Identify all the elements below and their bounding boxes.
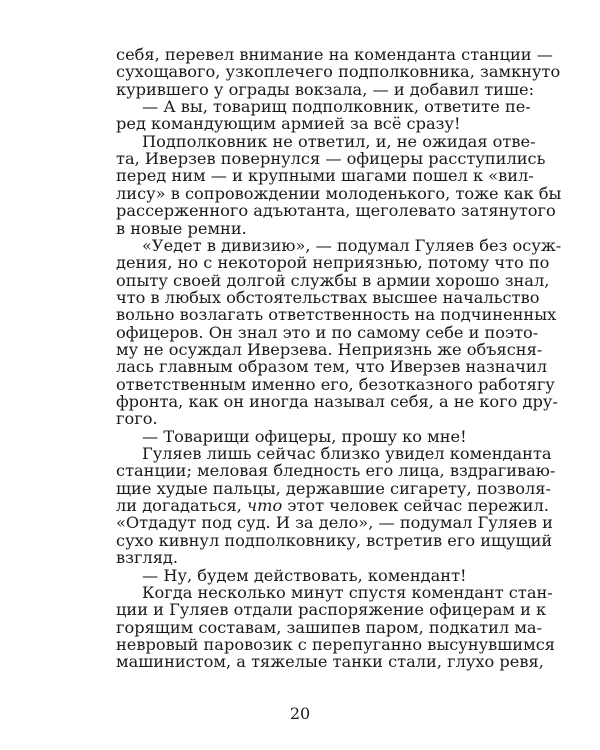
text-line: фронта, как он иногда называл себя, а не кого дру- bbox=[116, 392, 558, 411]
text-line: в новые ремни. bbox=[116, 218, 247, 238]
text-line: вольно возлагать ответственность на подчиненных bbox=[116, 305, 557, 325]
text-line: перед ним — и крупными шагами пошел к «вил- bbox=[116, 166, 534, 186]
text-line: лась главным образом тем, что Иверзев назначил bbox=[116, 357, 548, 377]
text-line: му не осуждал Иверзева. Неприязнь же объясня- bbox=[116, 339, 543, 359]
text-line: Гуляев лишь сейчас близко увидел коменданта bbox=[142, 444, 552, 464]
text-line: — Товарищи офицеры, прошу ко мне! bbox=[142, 426, 467, 446]
text-line: что в любых обстоятельствах высшее начальство bbox=[116, 287, 540, 307]
text-line: невровый паровозик с перепуганно высунувшимся bbox=[116, 634, 555, 654]
text-line: Когда несколько минут спустя комендант стан- bbox=[142, 582, 553, 602]
text-fragment: этот человек сейчас пережил. bbox=[282, 496, 549, 516]
text-line: дения, но с некоторой неприязнью, потому что по bbox=[116, 253, 550, 273]
text-line: себя, перевел внимание на коменданта станции — bbox=[116, 45, 553, 64]
text-line: машинистом, а тяжелые танки стали, глухо ревя, bbox=[116, 652, 544, 672]
text-line: — А вы, товарищ подполковник, ответите пе- bbox=[142, 97, 531, 117]
text-line: ответственным именно его, безотказного работягу bbox=[116, 374, 555, 394]
text-line: рассерженного адъютанта, щеголевато затянутого bbox=[116, 201, 556, 221]
text-line: взгляд. bbox=[116, 548, 179, 568]
text-line: «Уедет в дивизию», — подумал Гуляев без осуж- bbox=[142, 235, 562, 255]
text-line: лису» в сопровождении молоденького, тоже как бы bbox=[116, 183, 562, 203]
text-line: сухощавого, узкоплечего подполковника, замкнуто bbox=[116, 62, 561, 82]
text-line: — Ну, будем действовать, комендант! bbox=[142, 565, 467, 585]
text-line: щие худые пальцы, державшие сигарету, позволя- bbox=[116, 478, 551, 498]
page-number: 20 bbox=[289, 704, 311, 723]
text-line: гого. bbox=[116, 409, 158, 429]
text-line: та, Иверзев повернулся — офицеры расступились bbox=[116, 149, 546, 169]
text-line: курившего у ограды вокзала, — и добавил тише: bbox=[116, 79, 535, 99]
text-line: ции и Гуляев отдали распоряжение офицерам и к bbox=[116, 600, 547, 620]
text-line: горящим составам, зашипев паром, подкатил ма- bbox=[116, 617, 543, 637]
text-line: офицеров. Он знал это и по самому себе и поэто- bbox=[116, 322, 539, 342]
text-line: ред командующим армией за всё сразу! bbox=[116, 114, 461, 134]
text-line: «Отдадут под суд. И за дело», — подумал Гуляев и bbox=[116, 513, 553, 533]
text-line: сухо кивнул подполковнику, встретив его ищущий bbox=[116, 530, 553, 550]
text-line: станции; меловая бледность его лица, вздрагиваю- bbox=[116, 461, 556, 481]
text-fragment: ли догадаться, bbox=[116, 496, 248, 516]
text-line: Подполковник не ответил, и, не ожидая отве- bbox=[142, 131, 536, 151]
text-line: опыту своей долгой службы в армии хорошо знал, bbox=[116, 270, 550, 290]
italic-emphasis: что bbox=[247, 496, 283, 516]
text-line bbox=[116, 496, 549, 516]
